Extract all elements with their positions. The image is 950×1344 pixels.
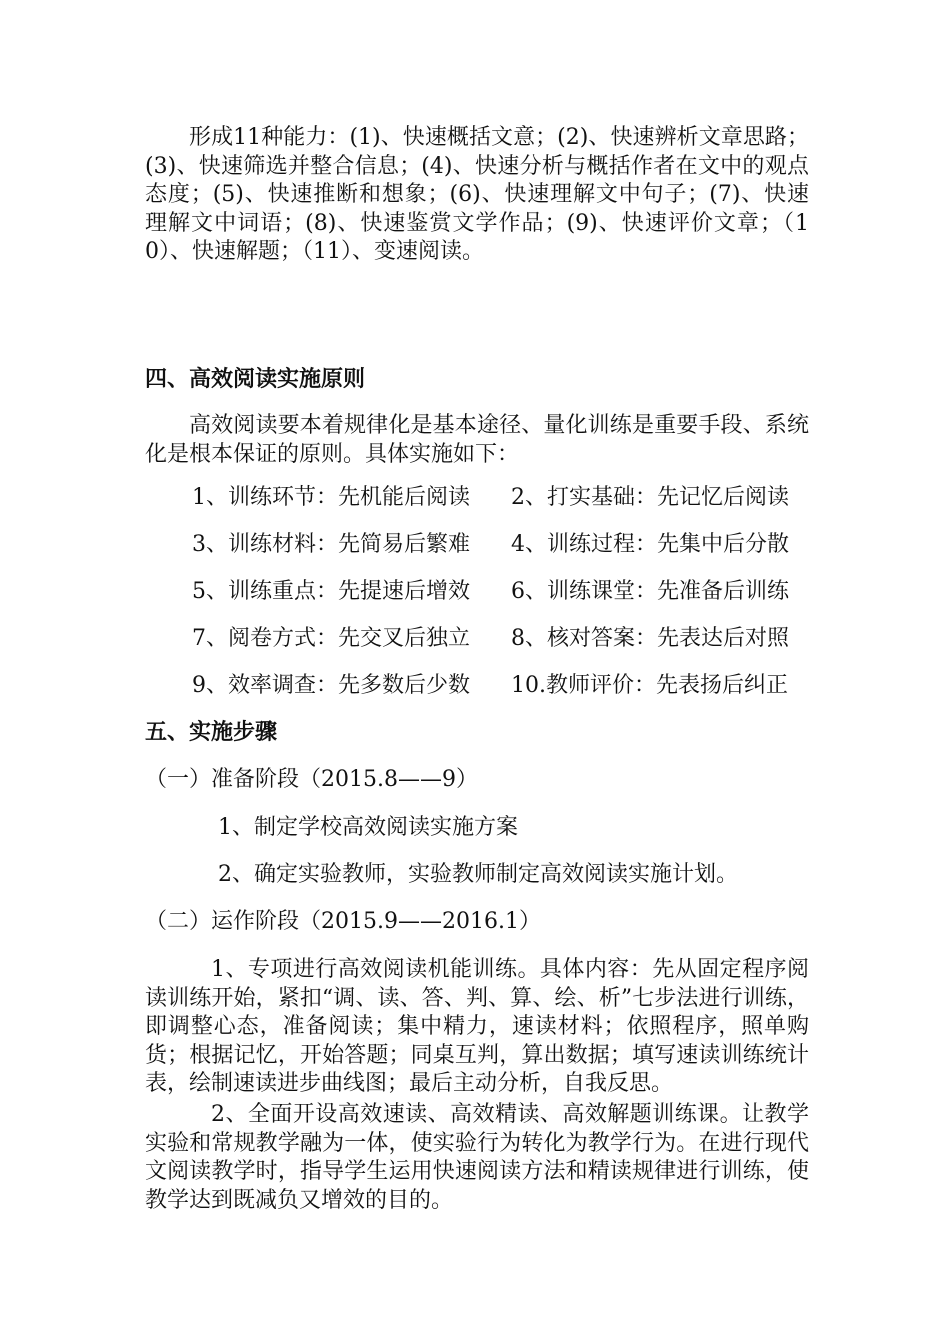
principle-item: 3、训练材料：先简易后繁难 — [192, 532, 470, 557]
stage-2-paragraph: 1、专项进行高效阅读机能训练。具体内容：先从固定程序阅读训练开始，紧扣“调、读、答、判、算、绘、析”七步法进行训练，即调整心态，准备阅读；集中精力，速读材料；依照程序，照单购货；根据记忆，开始答题；同桌互判，算出数据；填写速读训练统计表，绘制速读进步曲线图；最后主动分析，自我反思。 — [145, 957, 809, 1096]
principle-item: 7、阅卷方式：先交叉后独立 — [192, 626, 470, 651]
principle-item: 5、训练重点：先提速后增效 — [192, 579, 470, 604]
stage-2-title: （二）运作阶段（2015.9——2016.1） — [145, 909, 541, 934]
principle-item: 2、打实基础：先记忆后阅读 — [511, 485, 789, 510]
stage-2-paragraph: 2、全面开设高效速读、高效精读、高效解题训练课。让教学实验和常规教学融为一体，使实验行为转化为教学行为。在进行现代文阅读教学时，指导学生运用快速阅读方法和精读规律进行训练，使教学达到既减负又增效的目的。 — [145, 1102, 809, 1213]
abilities-paragraph: 形成11种能力：(1)、快速概括文意；(2)、快速辨析文章思路；(3)、快速筛选并整合信息；(4)、快速分析与概括作者在文中的观点态度；(5)、快速推断和想象；(6)、快速理解文中句子；(7)、快速理解文中词语；(8)、快速鉴赏文学作品；(9)、快速评价文章；（10）、快速解题；（11）、变速阅读。 — [145, 125, 809, 264]
stage-1-title: （一）准备阶段（2015.8——9） — [145, 767, 478, 792]
section-5-heading: 五、实施步骤 — [145, 720, 278, 745]
principle-item: 4、训练过程：先集中后分散 — [511, 532, 789, 557]
stage-1-step: 2、确定实验教师，实验教师制定高效阅读实施计划。 — [218, 862, 738, 887]
principle-item: 9、效率调查：先多数后少数 — [192, 673, 470, 698]
section-4-heading: 四、高效阅读实施原则 — [145, 367, 366, 392]
principle-item: 6、训练课堂：先准备后训练 — [511, 579, 789, 604]
principle-item: 1、训练环节：先机能后阅读 — [192, 485, 470, 510]
section-4-intro: 高效阅读要本着规律化是基本途径、量化训练是重要手段、系统化是根本保证的原则。具体实施如下： — [145, 413, 809, 467]
principle-item: 8、核对答案：先表达后对照 — [511, 626, 789, 651]
principle-item: 10.教师评价：先表扬后纠正 — [511, 673, 788, 698]
stage-1-step: 1、制定学校高效阅读实施方案 — [218, 815, 518, 840]
